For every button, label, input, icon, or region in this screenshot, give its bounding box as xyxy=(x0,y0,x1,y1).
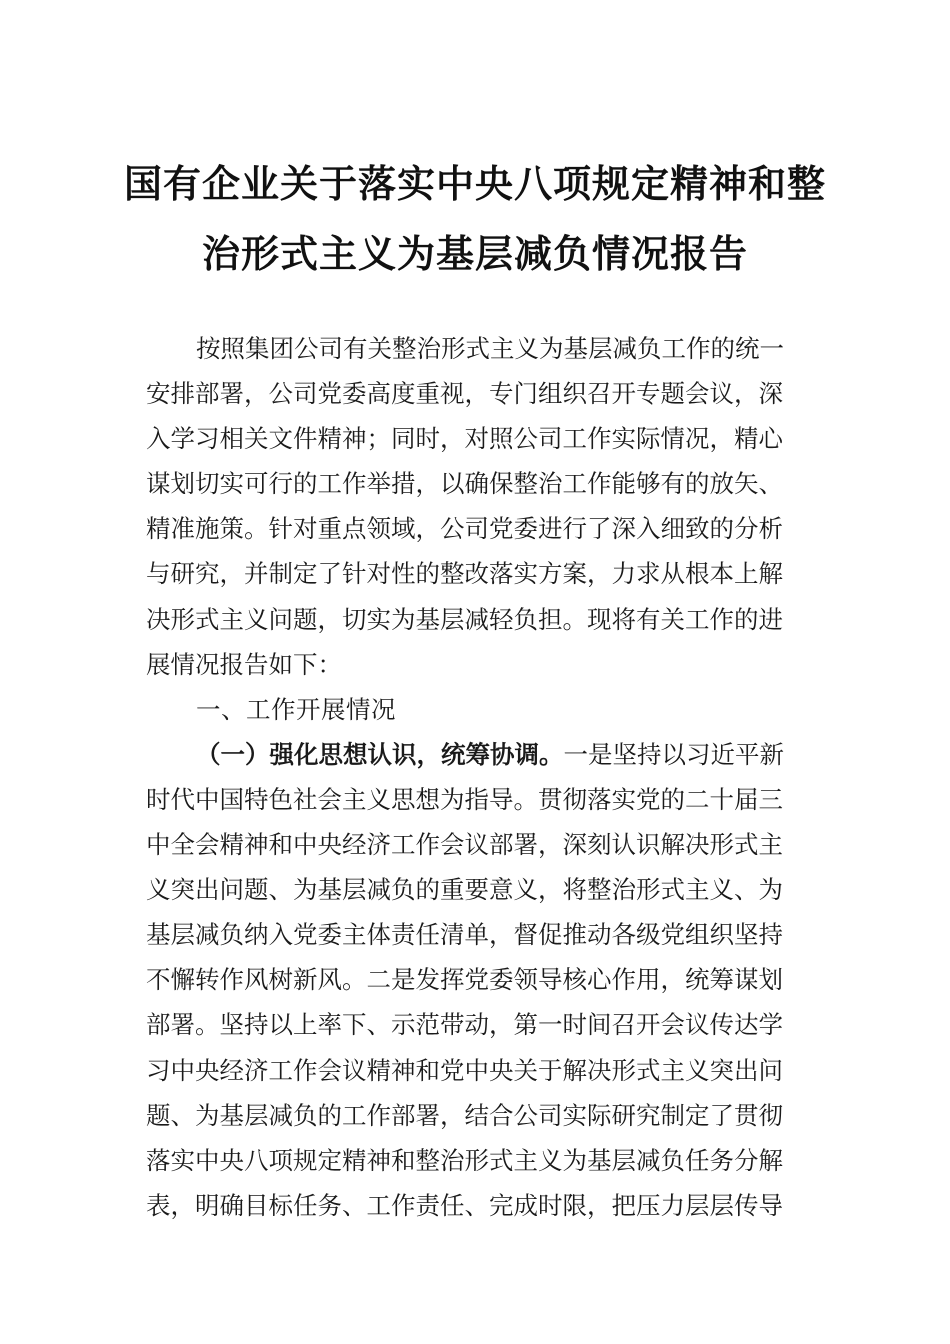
subsection-lead: （一）强化思想认识，统筹协调。 xyxy=(196,739,564,769)
subsection-line: 题、为基层减负的工作部署，结合公司实际研究制定了贯彻 xyxy=(146,1100,783,1130)
subsection-first-rest: 一是坚持以习近平新 xyxy=(563,739,784,769)
subsection-line: 表，明确目标任务、工作责任、完成时限，把压力层层传导 xyxy=(146,1190,783,1220)
subsection-line: 中全会精神和中央经济工作会议部署，深刻认识解决形式主 xyxy=(146,830,783,860)
intro-line: 展情况报告如下： xyxy=(146,649,342,679)
subsection-line: 习中央经济工作会议精神和党中央关于解决形式主义突出问 xyxy=(146,1055,783,1085)
subsection-line: 基层减负纳入党委主体责任清单，督促推动各级党组织坚持 xyxy=(146,920,783,950)
intro-line: 谋划切实可行的工作举措，以确保整治工作能够有的放矢、 xyxy=(146,469,783,499)
document-body xyxy=(146,326,826,1228)
intro-line: 精准施策。针对重点领域，公司党委进行了深入细致的分析 xyxy=(146,514,783,544)
subsection-line: 落实中央八项规定精神和整治形式主义为基层减负任务分解 xyxy=(146,1145,783,1175)
intro-line: 决形式主义问题，切实为基层减轻负担。现将有关工作的进 xyxy=(146,604,783,634)
intro-line: 与研究，并制定了针对性的整改落实方案，力求从根本上解 xyxy=(146,559,783,589)
section-heading: 一、工作开展情况 xyxy=(196,694,396,724)
subsection-line: 不懈转作风树新风。二是发挥党委领导核心作用，统筹谋划 xyxy=(146,965,783,995)
intro-line: 按照集团公司有关整治形式主义为基层减负工作的统一 xyxy=(196,334,784,363)
subsection-first-line xyxy=(146,732,826,777)
document-title-line-2: 治形式主义为基层减负情况报告 xyxy=(201,231,748,276)
subsection-line: 义突出问题、为基层减负的重要意义，将整治形式主义、为 xyxy=(146,875,783,905)
intro-line: 安排部署，公司党委高度重视，专门组织召开专题会议，深 xyxy=(146,379,783,409)
intro-line: 入学习相关文件精神；同时，对照公司工作实际情况，精心 xyxy=(146,424,783,454)
subsection-line: 时代中国特色社会主义思想为指导。贯彻落实党的二十届三 xyxy=(146,784,783,814)
document-title-line-1: 国有企业关于落实中央八项规定精神和整 xyxy=(123,161,826,206)
subsection-line: 部署。坚持以上率下、示范带动，第一时间召开会议传达学 xyxy=(146,1010,783,1040)
